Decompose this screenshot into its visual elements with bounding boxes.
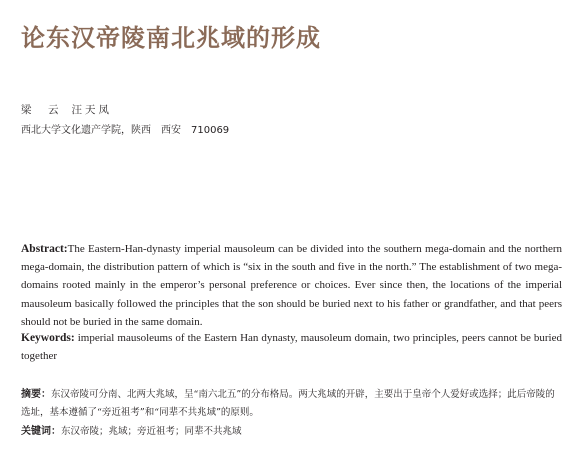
cn-keywords-text: 东汉帝陵；兆域；旁近祖考；同辈不共兆域 [61,426,242,437]
abstract-label: Abstract [21,243,64,255]
keywords-colon: : [70,332,75,344]
article-title: 论东汉帝陵南北兆域的形成 [21,23,321,52]
chinese-abstract [21,386,562,422]
abstract-colon: : [63,243,68,255]
cn-keywords-label: 关键词 [21,426,51,437]
author-line [21,102,112,117]
author-name: 汪天凤 [71,104,112,116]
cn-abstract-label: 摘要 [21,389,41,400]
english-abstract [21,240,562,331]
cn-keywords-colon: ： [51,426,61,437]
keywords-label: Keywords [21,332,71,344]
cn-abstract-text: 东汉帝陵可分南、北两大兆域，呈“南六北五”的分布格局。两大兆域的开辟，主要出于皇帝个人爱好或选择；此后帝陵的选址，基本遵循了“旁近祖考”和“同辈不共兆域”的原则。 [21,389,555,418]
cn-abstract-colon: ： [41,389,51,400]
author-name: 梁 云 [21,104,62,116]
keywords-text: imperial mausoleums of the Eastern Han dynasty, mausoleum domain, two principles, peers cannot be buried together [21,332,562,362]
chinese-keywords [21,423,562,441]
author-affiliation: 西北大学文化遗产学院，陕西 西安 710069 [21,125,230,136]
english-keywords [21,329,562,365]
abstract-text: The Eastern-Han-dynasty imperial mausoleum can be divided into the southern mega-domain and the northern mega-domain, the distribution pattern of which is “six in the south and five in the north.” The establishment of two mega-domains rooted mainly in the emperor’s personal preference or choices. Ever since then, the locations of the imperial mausoleum basically followed the principles that the son should be buried next to his father or grandfather, and that peers should not be buried in the same domain. [21,243,562,328]
